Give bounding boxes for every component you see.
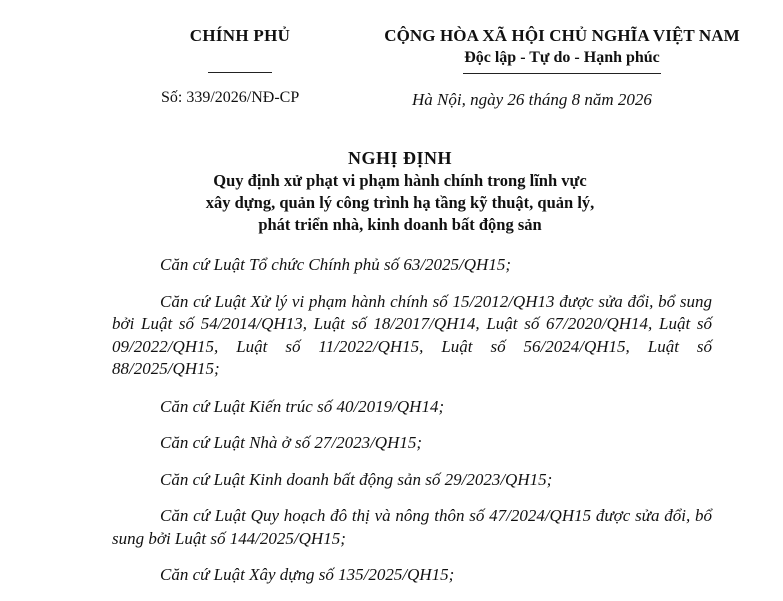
agency-underline [208, 72, 272, 73]
legal-basis-paragraph: Căn cứ Luật Quy hoạch đô thị và nông thôn số 47/2024/QH15 được sửa đổi, bổ sung bởi Luật số 144/2025/QH15; [112, 506, 712, 548]
subject-line: xây dựng, quản lý công trình hạ tầng kỹ thuật, quản lý, [205, 193, 595, 212]
issuing-agency-block [150, 26, 330, 73]
place-and-date: Hà Nội, ngày 26 tháng 8 năm 2026 [412, 90, 652, 109]
motto-underline [463, 73, 661, 74]
national-motto: Độc lập - Tự do - Hạnh phúc [464, 49, 660, 66]
legal-basis-paragraph: Căn cứ Luật Xử lý vi phạm hành chính số 15/2012/QH13 được sửa đổi, bổ sung bởi Luật số 54/2014/QH13, Luật số 18/2017/QH14, Luật số 67/2020/QH14, Luật số 09/2022/QH15, Luật số 11/2022/QH15, Luật số 56/2024/QH15, Luật số 88/2025/QH15; [112, 291, 712, 378]
national-title: CỘNG HÒA XÃ HỘI CHỦ NGHĨA VIỆT NAM [384, 26, 740, 45]
document-type: NGHỊ ĐỊNH [347, 148, 452, 168]
legal-basis-paragraph: Căn cứ Luật Xây dựng số 135/2025/QH15; [160, 565, 455, 584]
subject-line: phát triển nhà, kinh doanh bất động sản [258, 215, 542, 234]
document-title-block [140, 148, 660, 236]
legal-basis-paragraph: Căn cứ Luật Nhà ở số 27/2023/QH15; [160, 433, 423, 452]
legal-basis-paragraph: Căn cứ Luật Kiến trúc số 40/2019/QH14; [160, 396, 445, 416]
issuing-agency: CHÍNH PHỦ [189, 26, 291, 45]
legal-basis-paragraph: Căn cứ Luật Tổ chức Chính phủ số 63/2025/QH15; [160, 255, 511, 274]
national-header [352, 26, 772, 74]
subject-line: Quy định xử phạt vi phạm hành chính trong lĩnh vực [213, 171, 587, 190]
preamble [112, 254, 712, 601]
document-subject [140, 170, 660, 236]
document-number: Số: 339/2026/NĐ-CP [161, 89, 300, 106]
legal-basis-paragraph: Căn cứ Luật Kinh doanh bất động sản số 29/2023/QH15; [160, 469, 553, 489]
